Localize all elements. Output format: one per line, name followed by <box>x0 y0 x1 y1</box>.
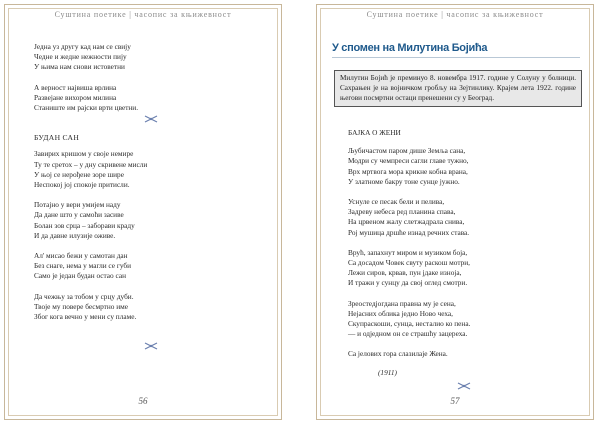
poem-line: Врућ, запахнут миром и музиком боја, <box>348 247 468 257</box>
poem-line: — и одједном он се страшћу зацереха. <box>348 329 468 339</box>
stanza-gap <box>34 73 268 83</box>
poem-year: (1911) <box>378 367 397 377</box>
poem-line: А верност највиша врлина <box>34 82 117 92</box>
stanza-gap <box>34 190 268 200</box>
poem-continuation <box>34 42 268 113</box>
right-page-body <box>348 128 580 392</box>
poem-line: Са јелових гора слазилаје Жена. <box>348 349 448 359</box>
poem-line: Скупраскоши, сунца, несталио ко пена. <box>348 319 471 329</box>
running-header: Суштина поетике | часопис за књижевност <box>366 10 544 19</box>
stanza-gap <box>34 282 268 292</box>
poem-line: Рој мушица дршће изнад речних става. <box>348 227 470 237</box>
poem-line: Модри су чемпреси сагли главе тужно, <box>348 156 469 166</box>
poem-line: Ту те сретох – у дну скривене мисли <box>34 159 148 169</box>
section-title: У спомен на Милутина Бојића <box>332 42 580 58</box>
poem-title: БАЈКА О ЖЕНИ <box>348 128 401 137</box>
poem-line: Болан зов срца – заборави краду <box>34 220 135 230</box>
poem-line: Потајно у вери умијем наду <box>34 200 121 210</box>
poem-line: Са досадом Човек свуту раскош мотри, <box>348 258 470 268</box>
poem-body <box>34 149 268 322</box>
ornament-icon <box>34 342 268 350</box>
stanza-gap <box>34 241 268 251</box>
poem-line: И тражи у сунцу да свој оглед смотри. <box>348 278 468 288</box>
poem-line: Завирих кришом у своје немире <box>34 149 134 159</box>
poem-line: Само је један будан остао сан <box>34 271 126 281</box>
poem-line: Да чежњу за тобом у срцу дуби. <box>34 291 134 301</box>
poem-line: Због кога вечно у мени су пламе. <box>34 312 137 322</box>
stanza-gap <box>348 238 580 248</box>
poem-line: Без снаге, нема у магли се губи <box>34 261 131 271</box>
stanza-gap <box>348 187 580 197</box>
running-header: Суштина поетике | часопис за књижевност <box>54 10 232 19</box>
poem-line: Да дане што у самоћи засиве <box>34 210 124 220</box>
poem-title: БУДАН САН <box>34 133 80 143</box>
poem-line: Станиште им рајски врти цветни. <box>34 103 139 113</box>
stanza-gap <box>348 289 580 299</box>
poem-line: Једна уз другу кад нам се свију <box>34 42 131 51</box>
poem-line: Твоје му повере бесмртно име <box>34 301 128 311</box>
ornament-icon <box>348 382 580 390</box>
ornament-icon <box>34 115 268 123</box>
poem-line: Уснуле се песак бели и пелива, <box>348 197 445 207</box>
poem-line: Неспокој јој спокоје притисли. <box>34 180 130 190</box>
left-page-body <box>34 42 268 352</box>
poem-line: Развејане вихором милина <box>34 92 117 102</box>
page-number: 56 <box>138 396 148 406</box>
poem-body <box>348 146 580 359</box>
left-page <box>4 4 282 420</box>
poem-line: Зреостедјогдана правна му је сена, <box>348 298 456 308</box>
poem-line: На црвеном жалу слетжадрала снива, <box>348 217 465 227</box>
bio-box: Милутин Бојић је преминуо 8. новембра 1917. године у Солуну у болници. Сахрањен је на војничком гробљу на Зејтинлику. Крајем лета 1922. године његови посмртни остаци пренешени су у Београд. <box>334 70 582 107</box>
poem-line: Врх мртвога мора крикне кобна врана, <box>348 166 468 176</box>
poem-line: Ал' мисао бежи у самотан дан <box>34 251 128 261</box>
poem-line: У златноме бакру тоне сунце јужно. <box>348 176 460 186</box>
poem-line: Чедне и жедне нежности пију <box>34 52 127 62</box>
poem-line: Нејасних облика једно Ново чеха, <box>348 308 453 318</box>
right-page <box>316 4 594 420</box>
poem-line: Љубичастом паром дише Земља сана, <box>348 146 466 156</box>
poem-line: У њима нам снови истоветни <box>34 62 125 72</box>
poem-line: У њој се нерођене зоре шире <box>34 169 124 179</box>
page-number: 57 <box>450 396 460 406</box>
stanza-gap <box>348 339 580 349</box>
poem-line: И да давне илузије оживе. <box>34 230 116 240</box>
poem-line: Задреву небеса ред планина спава, <box>348 207 456 217</box>
poem-line: Лежи сиров, крвав, пун јдаке изноја, <box>348 268 462 278</box>
